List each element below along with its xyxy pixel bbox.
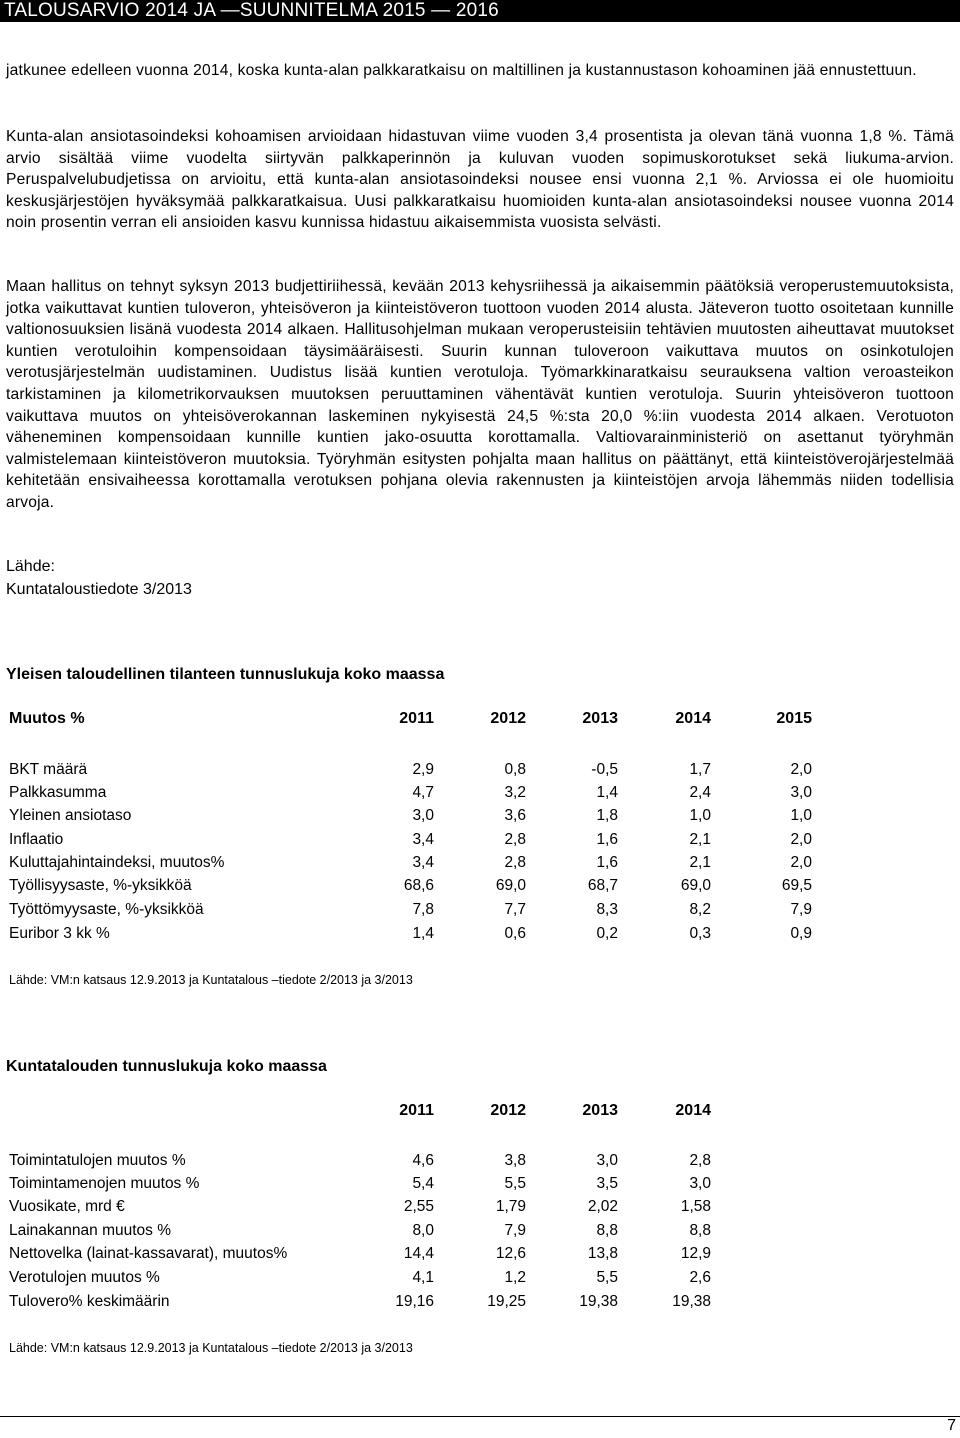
table2-cell: 2,8 xyxy=(689,1152,711,1169)
table1-cell: 4,7 xyxy=(412,784,434,801)
table1-year-header: 2014 xyxy=(675,710,711,727)
table2-cell: 8,8 xyxy=(596,1222,618,1239)
table2-year-header: 2011 xyxy=(399,1102,434,1119)
table1-year-header: 2015 xyxy=(776,710,812,727)
table2-cell: 1,58 xyxy=(680,1198,711,1215)
table1-cell: 0,2 xyxy=(596,925,618,942)
table1-cell: 3,4 xyxy=(412,831,434,848)
table1-cell: -0,5 xyxy=(591,761,618,778)
table2-cell: 4,6 xyxy=(412,1152,434,1169)
table1-cell: 3,6 xyxy=(504,807,526,824)
paragraph-3: Maan hallitus on tehnyt syksyn 2013 budjettiriihessä, kevään 2013 kehysriihessä ja aikaisemmin päätöksiä veroperustemuutoksista, jotka vaikuttavat kuntien tuloveron, yhteisöveron ja kiinteistöveron tuottoon vuoden 2014 alusta. Jäteveron tuotto osoitetaan kunnille valtionosuuksien lisänä vuodesta 2014 alkaen. Hallitusohjelman mukaan veroperusteisiin tehtävien muutosten aiheuttavat muutokset kuntien verotuloihin kompensoidaan täysimääräisesti. Suurin kunnan tuloveroon vaikuttava muutos on osinkotulojen verotusjärjestelmän uudistaminen. Uudistus lisää kuntien verotuloja. Työmarkkinaratkaisu seurauksena valtion veroasteikon tarkistaminen ja kilometrikorvauksen muutoksen peruuttaminen vähentävät kuntien verotuloja. Suurin yhteisöveron tuottoon vaikuttava muutos on yhteisöverokannan laskeminen nykyisestä 24,5 %:sta 20,0 %:iin vuodesta 2014 alkaen. Verotuoton väheneminen kompensoidaan kunnille kuntien jako-osuutta korottamalla. Valtiovarainministeriö on asettanut työryhmän valmistelemaan kiinteistöveron muutoksia. Työryhmän esitysten pohjalta maan hallitus on päättänyt, että kiinteistöverojärjestelmää kehitetään ensivaiheessa korottamalla verotuksen pohjana olevia rakennusten ja kiinteistöjen arvoja lähemmäs niiden todellisia arvoja. xyxy=(6,278,954,511)
table1-cell: 2,1 xyxy=(689,831,711,848)
table1-cell: 1,4 xyxy=(596,784,618,801)
footer-rule xyxy=(0,1416,960,1417)
table1-cell: 68,6 xyxy=(403,877,434,894)
table2-cell: 8,8 xyxy=(689,1222,711,1239)
table2-cell: 4,1 xyxy=(412,1269,434,1286)
table1-cell: 0,3 xyxy=(689,925,711,942)
paragraph-1: jatkunee edelleen vuonna 2014, koska kunta-alan palkkaratkaisu on maltillinen ja kustannustason kohoaminen jää ennustettuun. xyxy=(6,62,917,79)
table1-source: Lähde: VM:n katsaus 12.9.2013 ja Kuntatalous –tiedote 2/2013 ja 3/2013 xyxy=(9,973,413,987)
table2-year-header: 2014 xyxy=(675,1102,711,1119)
table2-row-label: Lainakannan muutos % xyxy=(9,1222,172,1239)
table1-year-header: 2012 xyxy=(490,710,526,727)
table1-row-label: Kuluttajahintaindeksi, muutos% xyxy=(9,854,225,871)
source-value: Kuntataloustiedote 3/2013 xyxy=(6,581,192,598)
table2-cell: 2,55 xyxy=(403,1198,434,1215)
table2-cell: 2,6 xyxy=(689,1269,711,1286)
table1-cell: 2,8 xyxy=(504,854,526,871)
table1-title: Yleisen taloudellinen tilanteen tunnuslukuja koko maassa xyxy=(6,666,445,683)
table2-cell: 19,38 xyxy=(579,1293,618,1310)
page-number: 7 xyxy=(947,1417,956,1434)
table1-row-label: Työllisyysaste, %-yksikköä xyxy=(9,877,192,894)
table2-cell: 13,8 xyxy=(587,1245,618,1262)
table2-row-label: Nettovelka (lainat-kassavarat), muutos% xyxy=(9,1245,288,1262)
table2-cell: 7,9 xyxy=(504,1222,526,1239)
table1-cell: 3,0 xyxy=(790,784,812,801)
table2-cell: 1,2 xyxy=(504,1269,526,1286)
table2-cell: 14,4 xyxy=(403,1245,434,1262)
table1-row-label: Euribor 3 kk % xyxy=(9,925,110,942)
table2-source: Lähde: VM:n katsaus 12.9.2013 ja Kuntatalous –tiedote 2/2013 ja 3/2013 xyxy=(9,1341,413,1355)
table1-row-label: BKT määrä xyxy=(9,761,88,778)
table1-cell: 2,1 xyxy=(689,854,711,871)
table1-cell: 7,7 xyxy=(504,901,526,918)
table2-row-label: Verotulojen muutos % xyxy=(9,1269,160,1286)
table2-row-label: Vuosikate, mrd € xyxy=(9,1198,125,1215)
table2-cell: 2,02 xyxy=(587,1198,618,1215)
table2-row-label: Toimintamenojen muutos % xyxy=(9,1175,200,1192)
table2-title: Kuntatalouden tunnuslukuja koko maassa xyxy=(6,1058,327,1075)
table1-row-label: Työttömyysaste, %-yksikköä xyxy=(9,901,204,918)
table1-cell: 2,8 xyxy=(504,831,526,848)
table1-cell: 3,0 xyxy=(412,807,434,824)
table1-cell: 68,7 xyxy=(587,877,618,894)
table1-cell: 1,6 xyxy=(596,831,618,848)
table1-cell: 1,8 xyxy=(596,807,618,824)
table2-cell: 5,5 xyxy=(596,1269,618,1286)
table1-cell: 69,0 xyxy=(495,877,526,894)
table1-row-label: Yleinen ansiotaso xyxy=(9,807,132,824)
table1-row-label: Palkkasumma xyxy=(9,784,107,801)
table2-cell: 3,5 xyxy=(596,1175,618,1192)
table1-cell: 1,0 xyxy=(790,807,812,824)
table1-cell: 2,9 xyxy=(412,761,434,778)
table2-cell: 3,0 xyxy=(689,1175,711,1192)
table2-cell: 3,0 xyxy=(596,1152,618,1169)
source-label: Lähde: xyxy=(6,558,55,575)
table1-corner-header: Muutos % xyxy=(9,710,85,727)
table1-cell: 1,6 xyxy=(596,854,618,871)
table2-year-header: 2012 xyxy=(490,1102,526,1119)
table1-cell: 0,8 xyxy=(504,761,526,778)
table1-cell: 1,0 xyxy=(689,807,711,824)
table2-cell: 19,38 xyxy=(672,1293,711,1310)
table1-cell: 2,0 xyxy=(790,831,812,848)
table2-cell: 8,0 xyxy=(412,1222,434,1239)
table1-cell: 3,4 xyxy=(412,854,434,871)
header-title: TALOUSARVIO 2014 JA —SUUNNITELMA 2015 — 2016 xyxy=(4,0,499,21)
table1-cell: 1,4 xyxy=(412,925,434,942)
table2-cell: 19,16 xyxy=(395,1293,434,1310)
table1-cell: 1,7 xyxy=(689,761,711,778)
table1-row-label: Inflaatio xyxy=(9,831,64,848)
page-header xyxy=(0,0,960,22)
table1-cell: 2,4 xyxy=(689,784,711,801)
table1-cell: 7,8 xyxy=(412,901,434,918)
table2-cell: 12,9 xyxy=(680,1245,711,1262)
table2-row-label: Tulovero% keskimäärin xyxy=(9,1293,170,1310)
table2-cell: 3,8 xyxy=(504,1152,526,1169)
table1-cell: 2,0 xyxy=(790,854,812,871)
table2-row-label: Toimintatulojen muutos % xyxy=(9,1152,186,1169)
table1-cell: 8,2 xyxy=(689,901,711,918)
table1-cell: 69,0 xyxy=(680,877,711,894)
table1-cell: 2,0 xyxy=(790,761,812,778)
table1-year-header: 2013 xyxy=(582,710,618,727)
table2-cell: 12,6 xyxy=(495,1245,526,1262)
table1-cell: 7,9 xyxy=(790,901,812,918)
paragraph-2: Kunta-alan ansiotasoindeksi kohoamisen arvioidaan hidastuvan viime vuoden 3,4 prosentista ja olevan tänä vuonna 1,8 %. Tämä arvio sisältää viime vuodelta siirtyvän palkkaperinnön ja kuluvan vuoden sopimuskorotukset sekä liukuma-arvion. Peruspalvelubudjetissa on arvioitu, että kunta-alan ansiotasoindeksi nousee ensi vuonna 2,1 %. Arviossa ei ole huomioitu keskusjärjestöjen hyväksymää palkkaratkaisua. Uusi palkkaratkaisu huomioiden kunta-alan ansiotasoindeksi nousee vuonna 2014 noin prosentin verran eli ansioiden kasvu kunnissa hidastuu aikaisemmista vuosista selvästi. xyxy=(6,128,954,232)
table1-cell: 8,3 xyxy=(596,901,618,918)
table2-cell: 1,79 xyxy=(495,1198,526,1215)
table2-cell: 19,25 xyxy=(487,1293,526,1310)
table1-year-header: 2011 xyxy=(399,710,434,727)
table1-cell: 3,2 xyxy=(504,784,526,801)
table1-cell: 69,5 xyxy=(781,877,812,894)
table1-cell: 0,9 xyxy=(790,925,812,942)
table2-cell: 5,5 xyxy=(504,1175,526,1192)
table2-cell: 5,4 xyxy=(412,1175,434,1192)
table2-year-header: 2013 xyxy=(582,1102,618,1119)
table1-cell: 0,6 xyxy=(504,925,526,942)
